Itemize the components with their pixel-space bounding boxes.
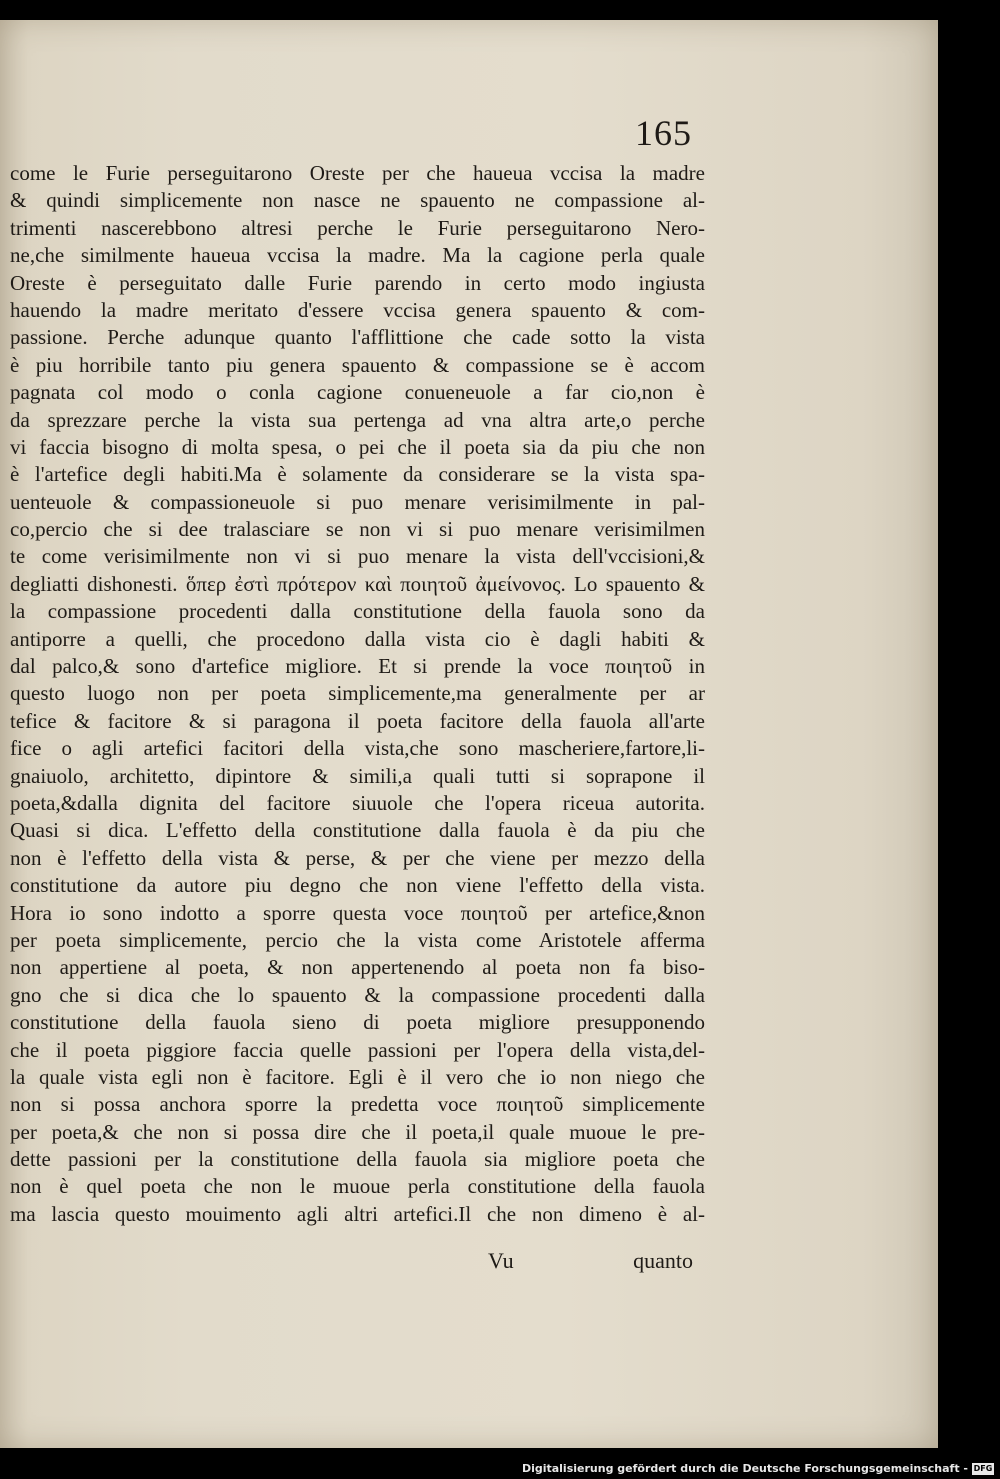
text-line: hauendo la madre meritato d'essere vccisa genera spauento & com- <box>10 297 705 322</box>
text-line: constitutione della fauola sieno di poeta migliore presupponendo <box>10 1010 705 1035</box>
text-line: te come verisimilmente non vi si puo menare la vista dell'vccisioni,& <box>10 544 705 569</box>
text-line: Quasi si dica. L'effetto della constitutione dalla fauola è da piu che <box>10 818 705 843</box>
text-line: Hora io sono indotto a sporre questa voce ποιητοῦ per artefice,&non <box>10 900 705 925</box>
text-line: ma lascia questo mouimento agli altri artefici.Il che non dimeno è al- <box>10 1201 705 1226</box>
footer-text: Digitalisierung gefördert durch die Deutsche Forschungsgemeinschaft - <box>521 1462 968 1475</box>
text-line: non appertiene al poeta, & non appertenendo al poeta non fa biso- <box>10 955 705 980</box>
text-line: per poeta simplicemente, percio che la vista come Aristotele afferma <box>10 927 705 952</box>
text-line: per poeta,& che non si possa dire che il poeta,il quale muoue le pre- <box>10 1119 705 1144</box>
text-line: tefice & facitore & si paragona il poeta facitore della fauola all'arte <box>10 708 705 733</box>
text-line: gnaiuolo, architetto, dipintore & simili,a quali tutti si soprapone il <box>10 763 705 788</box>
text-line: & quindi simplicemente non nasce ne spauento ne compassione al- <box>10 188 705 213</box>
text-line: come le Furie perseguitarono Oreste per che haueua vccisa la madre <box>10 161 705 185</box>
text-line: gno che si dica che lo spauento & la compassione procedenti dalla <box>10 982 705 1007</box>
text-line: pagnata col modo o conla cagione conueneuole a far cio,non è <box>10 380 705 405</box>
text-line: antiporre a quelli, che procedono dalla vista cio è dagli habiti & <box>10 626 705 651</box>
text-line: è l'artefice degli habiti.Ma è solamente da considerare se la vista spa- <box>10 462 705 487</box>
text-block <box>10 160 705 1228</box>
text-line: è piu horribile tanto piu genera spauento & compassione se è accom <box>10 352 705 377</box>
text-line: ne,che similmente haueua vccisa la madre. Ma la cagione perla quale <box>10 243 705 268</box>
text-line: che il poeta piggiore faccia quelle passioni per l'opera della vista,del- <box>10 1037 705 1062</box>
text-line: non è quel poeta che non le muoue perla constitutione della fauola <box>10 1174 705 1199</box>
text-line: constitutione da autore piu degno che non viene l'effetto della vista. <box>10 873 705 898</box>
book-page <box>0 20 938 1448</box>
text-line: degliatti dishonesti. ὅπερ ἐστὶ πρότερον καὶ ποιητοῦ ἀμείνονος. Lo spauento & <box>10 571 705 596</box>
text-line: Oreste è perseguitato dalle Furie parendo in certo modo ingiusta <box>10 270 705 295</box>
text-line: co,percio che si dee tralasciare se non vi si puo menare verisimilmen <box>10 517 705 542</box>
catchwords-line <box>10 1248 705 1276</box>
text-line: uenteuole & compassioneuole si puo menare verisimilmente in pal- <box>10 489 705 514</box>
text-line: poeta,&dalla dignita del facitore siuuole che l'opera riceua autorita. <box>10 790 705 815</box>
catchword: quanto <box>633 1248 693 1273</box>
text-line: non si possa anchora sporre la predetta voce ποιητοῦ simplicemente <box>10 1092 705 1117</box>
text-line: non è l'effetto della vista & perse, & per che viene per mezzo della <box>10 845 705 870</box>
text-line: passione. Perche adunque quanto l'afflittione che cade sotto la vista <box>10 325 705 350</box>
text-line: questo luogo non per poeta simplicemente,ma generalmente per ar <box>10 681 705 706</box>
dfg-logo-icon: DFG <box>973 1463 993 1473</box>
text-line: la quale vista egli non è facitore. Egli è il vero che io non niego che <box>10 1064 705 1089</box>
text-line: vi faccia bisogno di molta spesa, o pei che il poeta sia da piu che non <box>10 434 705 459</box>
page-number: 165 <box>635 113 692 153</box>
digitization-footer <box>522 1462 994 1475</box>
signature-mark: Vu <box>488 1248 514 1273</box>
text-line: dette passioni per la constitutione della fauola sia migliore poeta che <box>10 1147 705 1172</box>
text-line: trimenti nascerebbono altresi perche le Furie perseguitarono Nero- <box>10 215 705 240</box>
text-line: dal palco,& sono d'artefice migliore. Et si prende la voce ποιητοῦ in <box>10 654 705 679</box>
text-line: fice o agli artefici facitori della vista,che sono mascheriere,fartore,li- <box>10 736 705 761</box>
text-line: da sprezzare perche la vista sua pertenga ad vna altra arte,o perche <box>10 407 705 432</box>
text-line: la compassione procedenti dalla constitutione della fauola sono da <box>10 599 705 624</box>
